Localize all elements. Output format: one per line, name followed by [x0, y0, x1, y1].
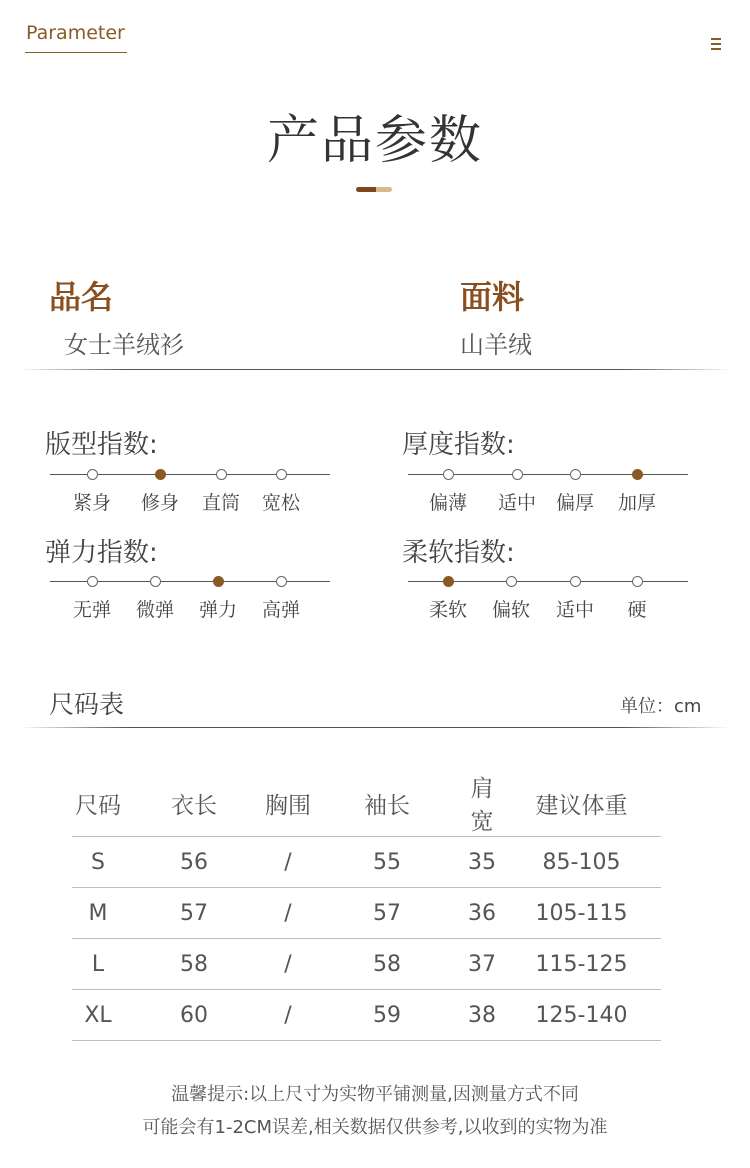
- scale-option-label: 弹力: [198, 599, 237, 621]
- scale-option: [125, 576, 185, 622]
- scale-option: [62, 469, 122, 515]
- scale-option-label: 微弹: [135, 599, 174, 621]
- scale-option: [607, 576, 667, 622]
- scale-option: [62, 576, 122, 622]
- table-row: [72, 888, 661, 939]
- scale-dot: [506, 576, 517, 587]
- note-line-2: 可能会有1-2CM误差,相关数据仅供参考,以收到的实物为准: [142, 1117, 608, 1138]
- table-cell: 57: [312, 888, 462, 939]
- softness-index-scale: [408, 576, 688, 621]
- scale-option-label: 高弹: [261, 599, 300, 621]
- scale-option-label: 无弹: [72, 599, 111, 621]
- product-info-divider: [20, 369, 730, 370]
- note-line-1: 温馨提示:以上尺寸为实物平铺测量,因测量方式不同: [171, 1084, 579, 1105]
- header-chest: 胸围: [264, 770, 312, 837]
- table-cell: 35: [462, 837, 502, 888]
- scale-dot: [276, 469, 287, 480]
- scale-option: [188, 576, 248, 622]
- scale-option-label: 硬: [627, 599, 647, 621]
- table-cell: /: [264, 837, 312, 888]
- scale-dot: [512, 469, 523, 480]
- size-table-divider: [20, 727, 730, 728]
- scale-dot: [443, 469, 454, 480]
- table-cell: 59: [312, 990, 462, 1041]
- table-cell: S: [72, 837, 124, 888]
- elasticity-index-scale: [50, 576, 330, 621]
- scale-option-label: 紧身: [72, 492, 111, 514]
- table-cell: 58: [312, 939, 462, 990]
- table-cell: /: [264, 990, 312, 1041]
- table-cell: 105-115: [502, 888, 661, 939]
- thickness-index-title: 厚度指数:: [402, 430, 515, 460]
- scale-dot-selected: [213, 576, 224, 587]
- table-cell: /: [264, 888, 312, 939]
- header-sleeve: 袖长: [312, 770, 462, 837]
- scale-dot-selected: [155, 469, 166, 480]
- scale-dot: [276, 576, 287, 587]
- table-row: [72, 939, 661, 990]
- table-cell: 85-105: [502, 837, 661, 888]
- table-cell: 56: [124, 837, 264, 888]
- header-length: 衣长: [124, 770, 264, 837]
- table-cell: 115-125: [502, 939, 661, 990]
- title-decoration: [356, 187, 392, 192]
- scale-option-label: 修身: [140, 492, 179, 514]
- header-shoulder: 肩宽: [462, 770, 502, 837]
- scale-option: [418, 469, 478, 515]
- scale-option-label: 偏薄: [428, 492, 467, 514]
- scale-option: [130, 469, 190, 515]
- scale-option-label: 宽松: [261, 492, 300, 514]
- scale-dot: [216, 469, 227, 480]
- fit-index-scale: [50, 469, 330, 514]
- scale-option-label: 适中: [555, 599, 594, 621]
- table-row: [72, 990, 661, 1041]
- size-table-header-row: [72, 770, 661, 837]
- scale-dot-selected: [632, 469, 643, 480]
- product-name-heading: 品名: [49, 278, 114, 316]
- table-cell: 38: [462, 990, 502, 1041]
- header-weight: 建议体重: [502, 770, 661, 837]
- table-cell: 60: [124, 990, 264, 1041]
- elasticity-index-title: 弹力指数:: [45, 538, 158, 568]
- scale-option: [418, 576, 478, 622]
- size-table-title: 尺码表: [49, 690, 125, 719]
- scale-option-label: 加厚: [617, 492, 656, 514]
- scale-dot: [570, 576, 581, 587]
- size-table: [72, 770, 661, 1041]
- table-cell: M: [72, 888, 124, 939]
- scale-option: [545, 576, 605, 622]
- scale-option-label: 偏软: [491, 599, 530, 621]
- table-cell: 55: [312, 837, 462, 888]
- scale-option-label: 直筒: [201, 492, 240, 514]
- table-cell: XL: [72, 990, 124, 1041]
- scale-option-label: 偏厚: [555, 492, 594, 514]
- scale-dot: [150, 576, 161, 587]
- scale-dot: [570, 469, 581, 480]
- menu-icon[interactable]: [711, 38, 721, 52]
- scale-dot: [87, 469, 98, 480]
- scale-option: [607, 469, 667, 515]
- table-cell: 37: [462, 939, 502, 990]
- table-cell: L: [72, 939, 124, 990]
- table-cell: 36: [462, 888, 502, 939]
- table-cell: 125-140: [502, 990, 661, 1041]
- parameter-underline: [25, 52, 127, 53]
- page-title: 产品参数: [266, 111, 483, 171]
- parameter-label: Parameter: [26, 22, 125, 44]
- scale-dot-selected: [443, 576, 454, 587]
- softness-index-title: 柔软指数:: [402, 538, 515, 568]
- product-name-value: 女士羊绒衫: [64, 331, 184, 359]
- table-cell: 58: [124, 939, 264, 990]
- scale-option: [545, 469, 605, 515]
- table-cell: 57: [124, 888, 264, 939]
- scale-option: [481, 576, 541, 622]
- scale-option-label: 适中: [497, 492, 536, 514]
- fabric-heading: 面料: [460, 278, 525, 316]
- scale-option: [251, 469, 311, 515]
- table-row: [72, 837, 661, 888]
- thickness-index-scale: [408, 469, 688, 514]
- scale-option: [191, 469, 251, 515]
- scale-dot: [632, 576, 643, 587]
- scale-option: [251, 576, 311, 622]
- scale-dot: [87, 576, 98, 587]
- fit-index-title: 版型指数:: [45, 430, 158, 460]
- scale-option-label: 柔软: [428, 599, 467, 621]
- size-unit: 单位：cm: [620, 696, 702, 717]
- fabric-value: 山羊绒: [460, 331, 532, 359]
- table-cell: /: [264, 939, 312, 990]
- scale-option: [487, 469, 547, 515]
- header-size: 尺码: [72, 770, 124, 837]
